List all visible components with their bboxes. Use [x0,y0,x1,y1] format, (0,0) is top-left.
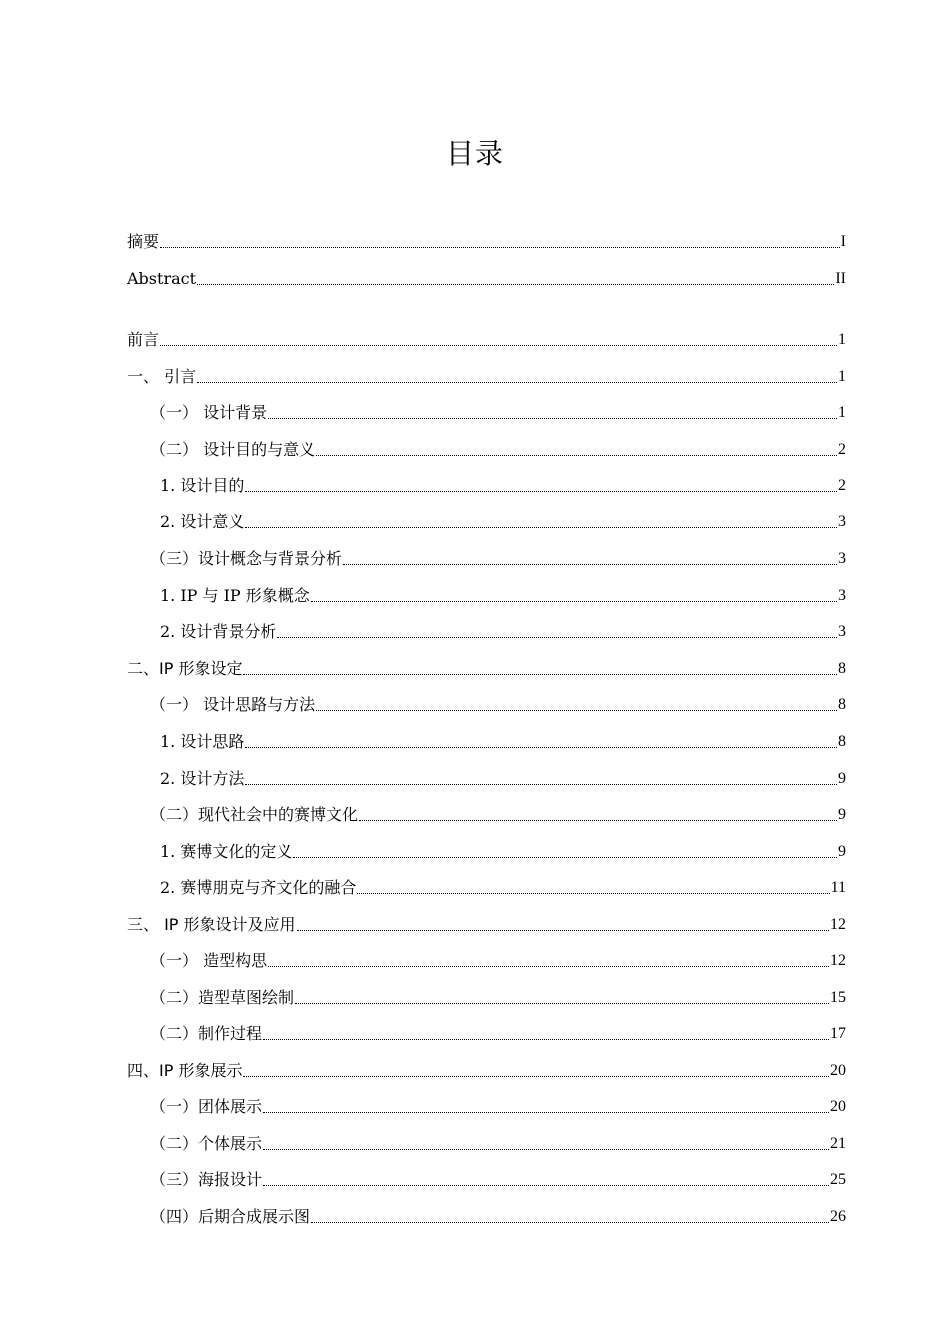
toc-entry-page-number: II [835,270,846,287]
toc-entry-label: （二） 设计目的与意义 [150,440,316,459]
toc-entry-page-number: 17 [830,1025,846,1042]
dot-leader [343,564,837,565]
toc-entry-label: 三、 IP 形象设计及应用 [127,915,296,934]
toc-entry-label: 二、IP 形象设定 [127,659,243,678]
dot-leader [160,345,837,346]
toc-entry [127,230,846,254]
toc-entry-page-number: 9 [838,806,846,823]
toc-entry-page-number: 3 [838,587,846,604]
toc-entry-page-number: 20 [830,1098,846,1115]
toc-entry [150,1022,846,1046]
toc-entry-page-number: 3 [838,513,846,530]
toc-entry [127,365,846,389]
toc-entry-label: 1. 设计思路 [160,732,245,751]
toc-entry-page-number: 2 [838,441,846,458]
toc-entry-page-number: 11 [830,879,846,896]
toc-entry-label: 1. 赛博文化的定义 [160,842,293,861]
toc-entry-label: （二）现代社会中的赛博文化 [150,805,359,824]
toc-entry-page-number: 25 [830,1171,846,1188]
dot-leader [268,966,829,967]
toc-entry-page-number: 21 [830,1135,846,1152]
toc-entry-page-number: I [840,233,846,250]
toc-entry-label: （一） 造型构思 [150,951,268,970]
toc-entry [160,730,846,754]
toc-entry [150,803,846,827]
dot-leader [311,1222,829,1223]
dot-leader [316,710,837,711]
toc-entry [150,438,846,462]
toc-entry-page-number: 1 [838,368,846,385]
page-title: 目录 [445,137,504,170]
dot-leader [316,455,837,456]
toc-entry-label: 2. 设计背景分析 [160,622,277,641]
toc-entry [160,584,846,608]
toc-entry [150,1095,846,1119]
toc-entry-page-number: 9 [838,843,846,860]
toc-entry-label: （四）后期合成展示图 [150,1207,311,1226]
dot-leader [245,491,837,492]
dot-leader [263,1039,829,1040]
toc-entry-page-number: 2 [838,477,846,494]
dot-leader [245,747,837,748]
toc-entry-page-number: 1 [838,331,846,348]
toc-entry-label: （一）团体展示 [150,1097,263,1116]
toc-entry [127,328,846,352]
dot-leader [160,247,840,248]
toc-entry-page-number: 20 [830,1062,846,1079]
toc-entry-page-number: 26 [830,1208,846,1225]
dot-leader [197,382,837,383]
dot-leader [359,820,837,821]
dot-leader [311,601,837,602]
toc-entry [150,1168,846,1192]
dot-leader [293,857,837,858]
toc-entry-label: （二）个体展示 [150,1134,263,1153]
toc-entry-label: 2. 设计方法 [160,769,245,788]
toc-entry-page-number: 8 [838,696,846,713]
toc-entry-label: 前言 [127,330,160,349]
toc-entry-page-number: 12 [830,916,846,933]
toc-entry-page-number: 9 [838,770,846,787]
toc-entry-label: （一） 设计思路与方法 [150,695,316,714]
dot-leader [243,1076,829,1077]
dot-leader [263,1112,829,1113]
toc-entry [160,767,846,791]
toc-entry-label: （三）设计概念与背景分析 [150,549,343,568]
toc-entry-label: （二）制作过程 [150,1024,263,1043]
toc-entry-page-number: 8 [838,733,846,750]
toc-entry-label: 摘要 [127,232,160,251]
toc-entry [127,267,846,291]
toc-entry-label: 四、IP 形象展示 [127,1061,243,1080]
toc-entry-page-number: 12 [830,952,846,969]
toc-entry-label: 2. 设计意义 [160,512,245,531]
dot-leader [268,418,837,419]
toc-entry [160,840,846,864]
toc-entry [160,620,846,644]
dot-leader [245,527,837,528]
toc-entry-label: 一、 引言 [127,367,197,386]
toc-entry-label: （二）造型草图绘制 [150,988,295,1007]
toc-entry-label: 1. IP 与 IP 形象概念 [160,586,310,605]
dot-leader [297,930,829,931]
dot-leader [197,284,834,285]
dot-leader [295,1003,829,1004]
toc-entry-page-number: 15 [830,989,846,1006]
toc-entry-label: Abstract [127,269,197,288]
toc-entry-page-number: 8 [838,660,846,677]
toc-entry-label: （一） 设计背景 [150,403,268,422]
toc-entry [150,401,846,425]
toc-entry-page-number: 3 [838,550,846,567]
toc-entry [150,949,846,973]
toc-entry [160,510,846,534]
toc-entry [150,547,846,571]
toc-entry [150,1132,846,1156]
dot-leader [243,674,837,675]
dot-leader [245,784,837,785]
toc-entry [150,986,846,1010]
toc-entry [150,1205,846,1229]
toc-entry-page-number: 1 [838,404,846,421]
toc-entry [160,876,846,900]
toc-entry [127,913,846,937]
toc-entry [160,474,846,498]
dot-leader [263,1185,829,1186]
toc-entry-label: （三）海报设计 [150,1170,263,1189]
toc-entry [127,1059,846,1083]
dot-leader [357,893,829,894]
toc-entry-label: 1. 设计目的 [160,476,245,495]
dot-leader [277,637,837,638]
toc-entry [127,657,846,681]
toc-entry [150,693,846,717]
toc-entry-label: 2. 赛博朋克与齐文化的融合 [160,878,357,897]
dot-leader [263,1149,829,1150]
toc-entry-page-number: 3 [838,623,846,640]
